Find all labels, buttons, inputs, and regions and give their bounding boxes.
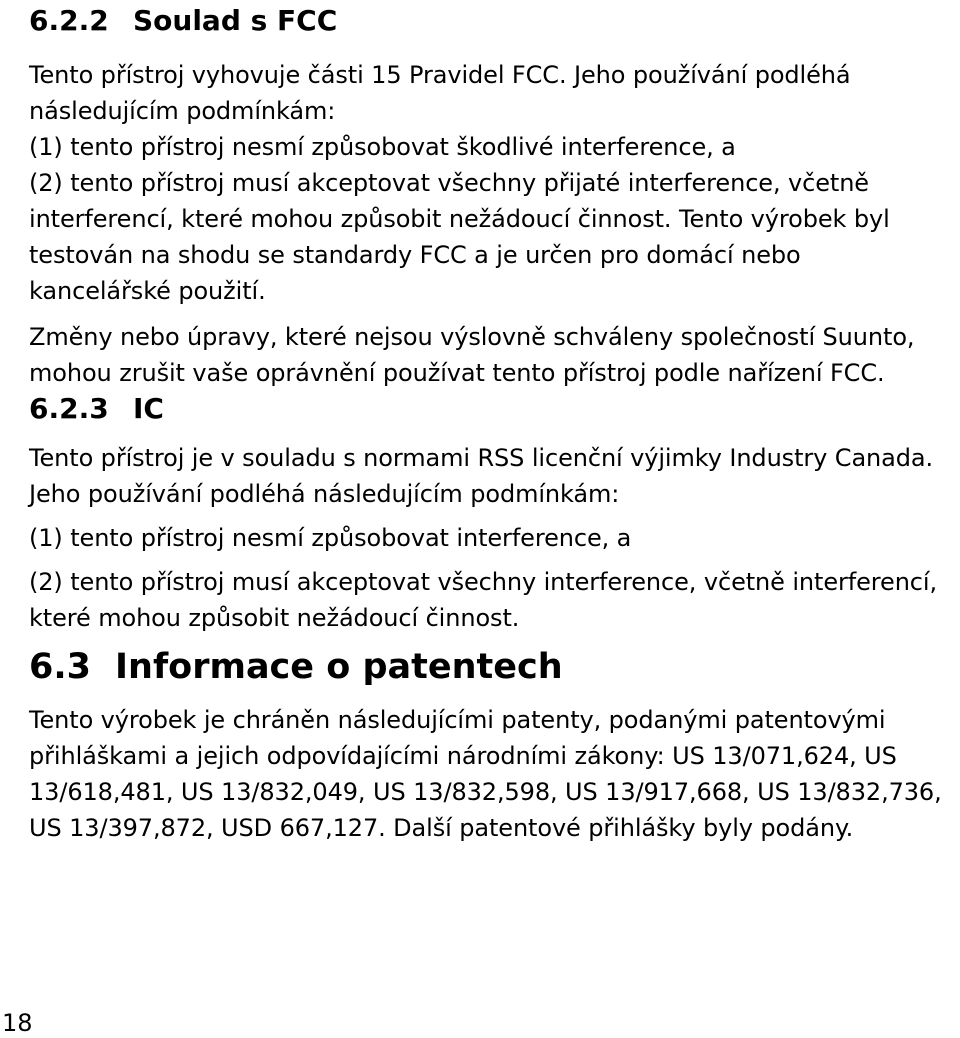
page-number: 18 [2, 1009, 33, 1037]
heading-fcc-compliance [29, 3, 949, 39]
ic-condition-1: (1) tento přístroj nesmí způsobovat interference, a [29, 524, 632, 552]
fcc-condition-2: (2) tento přístroj musí akceptovat všechny přijaté interference, včetně interferencí, které mohou způsobit nežádoucí činnost. Tento výrobek byl testován na shodu se standardy FCC a je určen pro domácí nebo kancelářské použití. [29, 169, 890, 305]
fcc-condition-1: (1) tento přístroj nesmí způsobovat škodlivé interference, a [29, 133, 736, 161]
heading-ic-number: 6.2.3 [29, 392, 109, 425]
heading-fcc-title: Soulad s FCC [133, 4, 338, 37]
heading-patents-number: 6.3 [29, 647, 92, 687]
patents-paragraph: Tento výrobek je chráněn následujícími patenty, podanými patentovými přihláškami a jejich odpovídajícími národními zákony: US 13/071,624, US 13/618,481, US 13/832,049, US 13/832,598, US 13/917,668, US 13/832,736, US 13/397,872, USD 667,127. Další patentové přihlášky byly podány. [29, 706, 942, 842]
heading-patents-title: Informace o patentech [115, 647, 563, 687]
fcc-paragraph-intro: Tento přístroj vyhovuje části 15 Pravidel FCC. Jeho používání podléhá následujícím podmínkám: [29, 61, 851, 125]
heading-fcc-number: 6.2.2 [29, 4, 109, 37]
fcc-paragraph-changes: Změny nebo úpravy, které nejsou výslovně schváleny společností Suunto, mohou zrušit vaše oprávnění používat tento přístroj podle nařízení FCC. [29, 323, 915, 387]
ic-condition-2: (2) tento přístroj musí akceptovat všechny interference, včetně interferencí, které mohou způsobit nežádoucí činnost. [29, 568, 937, 632]
heading-ic-title: IC [133, 392, 164, 425]
heading-ic [29, 391, 949, 427]
heading-patents [29, 645, 949, 689]
page-content [29, 0, 949, 846]
ic-paragraph-intro: Tento přístroj je v souladu s normami RSS licenční výjimky Industry Canada. Jeho používání podléhá následujícím podmínkám: [29, 444, 934, 508]
